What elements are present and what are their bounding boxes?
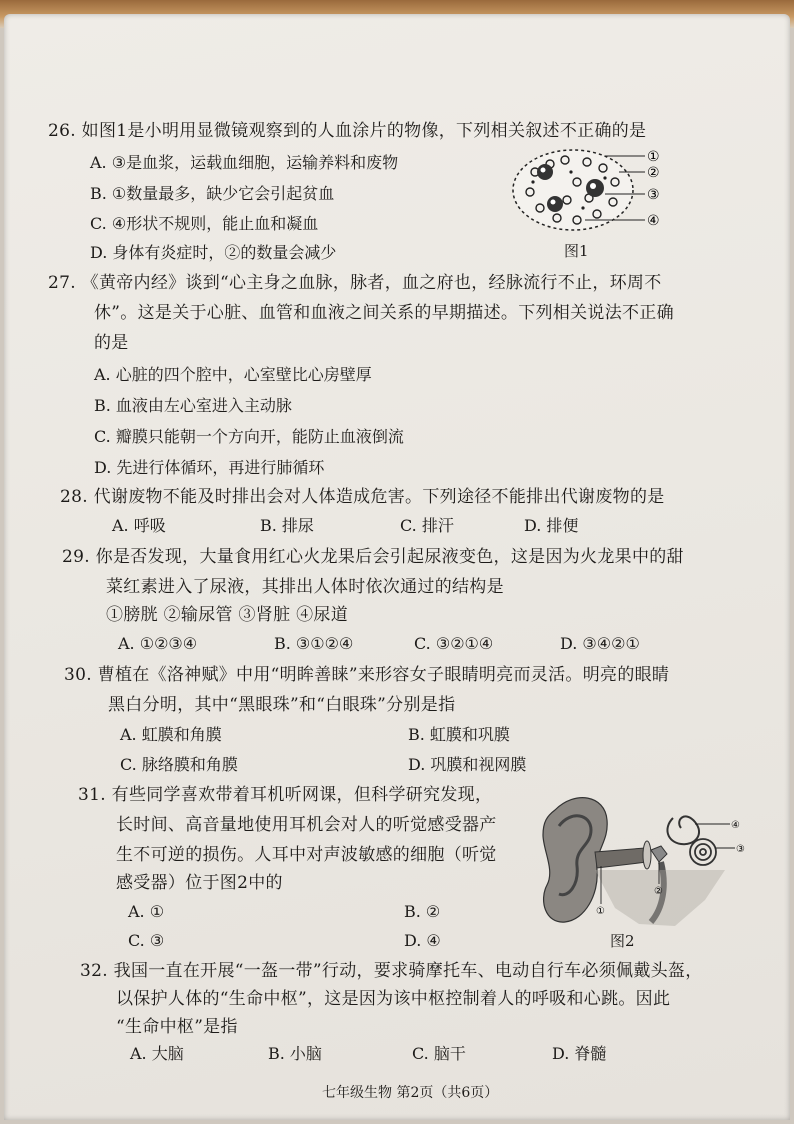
q29-option-b: B. ③①②④ (274, 634, 354, 653)
page-footer: 七年级生物 第2页（共6页） (322, 1085, 499, 1101)
q32-option-b: B. 小脑 (268, 1044, 322, 1063)
q30-option-c: C. 脉络膜和角膜 (120, 755, 238, 774)
q29-option-a: A. ①②③④ (118, 634, 198, 653)
q31-option-a: A. ① (128, 902, 165, 921)
q27-line-2: 休”。这是关于心脏、血管和血液之间关系的早期描述。下列相关说法不正确 (94, 303, 674, 323)
q30-line-1: 30. 曹植在《洛神赋》中用“明眸善睐”来形容女子眼睛明亮而灵活。明亮的眼睛 (64, 665, 670, 685)
q30-line-2: 黑白分明，其中“黑眼珠”和“白眼珠”分别是指 (108, 695, 456, 715)
q28-option-a: A. 呼吸 (112, 516, 166, 535)
q27-option-a: A. 心脏的四个腔中，心室壁比心房壁厚 (94, 365, 372, 384)
fig2-label-4: ④ (731, 820, 740, 831)
fig1-label-2: ② (647, 165, 660, 181)
blood-smear-figure (505, 142, 675, 242)
q28-option-b: B. 排尿 (260, 516, 314, 535)
q27-option-d: D. 先进行体循环，再进行肺循环 (94, 458, 325, 477)
q32-line-3: “生命中枢”是指 (116, 1017, 238, 1037)
q28-stem: 28. 代谢废物不能及时排出会对人体造成危害。下列途径不能排出代谢废物的是 (60, 487, 665, 507)
q32-option-c: C. 脑干 (412, 1044, 466, 1063)
q32-option-a: A. 大脑 (130, 1044, 184, 1063)
fig1-label-4: ④ (647, 213, 660, 229)
q32-line-2: 以保护人体的“生命中枢”，这是因为该中枢控制着人的呼吸和心跳。因此 (116, 989, 671, 1009)
q31-line-2: 长时间、高音量地使用耳机会对人的听觉感受器产 (116, 815, 497, 835)
q26-option-b: B. ①数量最多，缺少它会引起贫血 (90, 184, 335, 203)
q29-line-3: ①膀胱 ②输尿管 ③肾脏 ④尿道 (106, 605, 349, 625)
q29-option-d: D. ③④②① (560, 634, 640, 653)
q31-line-1: 31. 有些同学喜欢带着耳机听网课，但科学研究发现， (78, 785, 493, 805)
q26-option-a: A. ③是血浆，运载血细胞，运输养料和废物 (90, 153, 399, 172)
fig2-label-1: ① (596, 906, 605, 917)
q31-option-c: C. ③ (128, 931, 165, 950)
q29-line-2: 菜红素进入了尿液，其排出人体时依次通过的结构是 (106, 577, 504, 597)
fig2-label-2: ② (654, 886, 663, 897)
fig1-label-3: ③ (647, 187, 660, 203)
fig1-label-1: ① (647, 149, 660, 165)
q30-option-d: D. 巩膜和视网膜 (408, 755, 527, 774)
q31-option-b: B. ② (404, 902, 441, 921)
q29-line-1: 29. 你是否发现，大量食用红心火龙果后会引起尿液变色，这是因为火龙果中的甜 (62, 547, 684, 567)
q26-option-c: C. ④形状不规则，能止血和凝血 (90, 214, 319, 233)
ear-anatomy-figure (535, 790, 760, 930)
q29-option-c: C. ③②①④ (414, 634, 494, 653)
q28-option-c: C. 排汗 (400, 516, 454, 535)
q31-line-4: 感受器）位于图2中的 (116, 873, 283, 893)
q32-option-d: D. 脊髓 (552, 1044, 607, 1063)
fig2-caption: 图2 (610, 932, 635, 950)
q26-stem: 26. 如图1是小明用显微镜观察到的人血涂片的物像，下列相关叙述不正确的是 (48, 121, 647, 141)
q26-option-d: D. 身体有炎症时，②的数量会减少 (90, 243, 337, 262)
q27-line-3: 的是 (94, 333, 129, 353)
q27-line-1: 27. 《黄帝内经》谈到“心主身之血脉，脉者，血之府也，经脉流行不止，环周不 (48, 273, 662, 293)
q31-line-3: 生不可逆的损伤。人耳中对声波敏感的细胞（听觉 (116, 845, 497, 865)
q30-option-b: B. 虹膜和巩膜 (408, 725, 510, 744)
q31-option-d: D. ④ (404, 931, 441, 950)
fig1-caption: 图1 (564, 242, 589, 260)
fig2-label-3: ③ (736, 844, 745, 855)
q27-option-c: C. 瓣膜只能朝一个方向开，能防止血液倒流 (94, 427, 404, 446)
q28-option-d: D. 排便 (524, 516, 579, 535)
q30-option-a: A. 虹膜和角膜 (120, 725, 222, 744)
q32-line-1: 32. 我国一直在开展“一盔一带”行动，要求骑摩托车、电动自行车必须佩戴头盔， (80, 961, 703, 981)
q27-option-b: B. 血液由左心室进入主动脉 (94, 396, 292, 415)
